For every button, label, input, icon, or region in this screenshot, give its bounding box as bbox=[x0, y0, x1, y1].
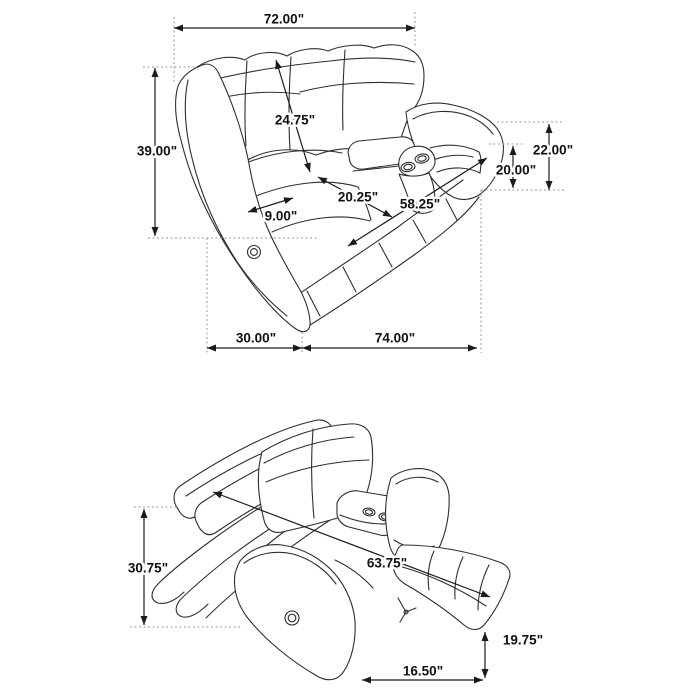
footrest-height-label: 19.75" bbox=[502, 632, 544, 648]
reclined-length-label: 63.75" bbox=[366, 555, 408, 571]
seat-height-label: 20.00" bbox=[495, 162, 537, 178]
base-width-label: 74.00" bbox=[374, 330, 416, 346]
footrest-depth-label: 16.50" bbox=[402, 663, 444, 679]
extended-footrest bbox=[393, 545, 509, 630]
back-height-label: 24.75" bbox=[274, 112, 316, 128]
arm-height-label: 22.00" bbox=[532, 142, 574, 158]
interior-width-label: 58.25" bbox=[399, 196, 441, 212]
loveseat-reclined-drawing bbox=[152, 420, 510, 680]
reclined-back-height-label: 30.75" bbox=[127, 560, 169, 576]
overall-width-label: 72.00" bbox=[263, 11, 305, 27]
recliner-mechanism bbox=[398, 598, 416, 622]
base-skirt bbox=[290, 180, 479, 330]
base-depth-label: 30.00" bbox=[235, 330, 277, 346]
seat-depth-label: 20.25" bbox=[337, 189, 379, 205]
overall-height-label: 39.00" bbox=[136, 143, 178, 159]
arm-width-label: 9.00" bbox=[264, 208, 298, 224]
